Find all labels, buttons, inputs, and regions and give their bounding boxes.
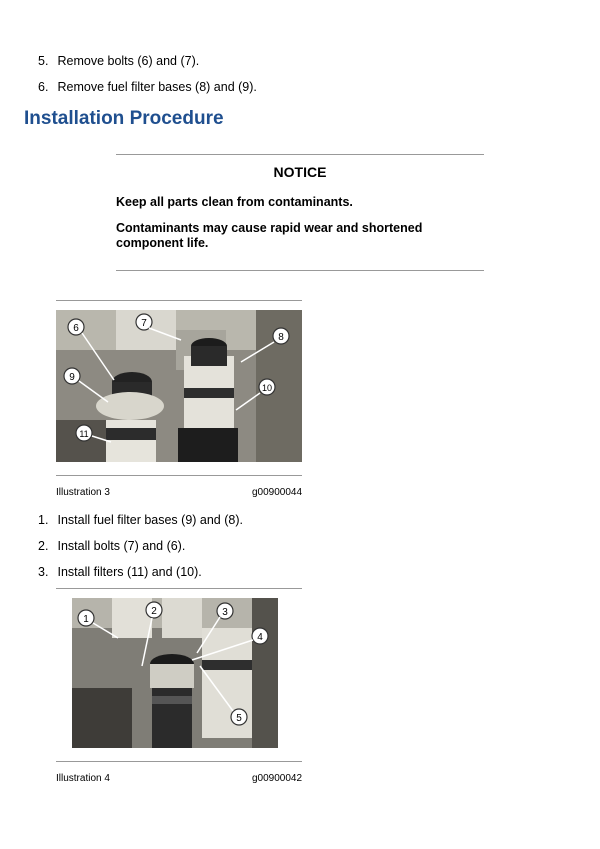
callout-10: 10 (261, 383, 273, 393)
callout-3: 3 (222, 607, 228, 618)
illustration4-photo (72, 598, 278, 748)
step-text: Install fuel filter bases (9) and (8). (57, 513, 243, 527)
illustration3-label: Illustration 3 (56, 487, 110, 498)
step-2 (38, 539, 185, 553)
callout-7: 7 (141, 318, 147, 329)
callout-2: 2 (151, 606, 157, 617)
section-heading: Installation Procedure (24, 108, 224, 129)
step-text: Remove fuel filter bases (8) and (9). (57, 80, 257, 94)
step-text: Remove bolts (6) and (7). (57, 54, 200, 68)
step-number: 5. (38, 54, 49, 68)
notice-line-2: Contaminants may cause rapid wear and shortened component life. (116, 221, 423, 250)
callout-5: 5 (236, 713, 242, 724)
step-3 (38, 565, 202, 579)
illustration3-top-rule (56, 300, 302, 301)
step-6 (38, 80, 257, 94)
step-number: 2. (38, 539, 49, 553)
illustration4-top-rule (56, 588, 302, 589)
step-number: 1. (38, 513, 49, 527)
callout-8: 8 (278, 332, 284, 343)
notice-title: NOTICE (273, 164, 327, 180)
callout-6: 6 (73, 323, 79, 334)
step-5 (38, 54, 199, 68)
step-number: 3. (38, 565, 49, 579)
step-text: Install bolts (7) and (6). (57, 539, 186, 553)
illustration4-code: g00900042 (252, 773, 303, 784)
illustration3-photo (56, 310, 302, 462)
illustration4-label: Illustration 4 (56, 773, 110, 784)
callout-9: 9 (69, 372, 75, 383)
notice-bottom-rule (116, 270, 484, 271)
step-number: 6. (38, 80, 49, 94)
illustration3-bottom-rule (56, 475, 302, 476)
step-text: Install filters (11) and (10). (57, 565, 202, 579)
callout-1: 1 (83, 614, 89, 625)
callout-11: 11 (79, 429, 89, 439)
callout-4: 4 (257, 632, 263, 643)
step-1 (38, 513, 243, 527)
illustration4-bottom-rule (56, 761, 302, 762)
notice-line-1: Keep all parts clean from contaminants. (116, 195, 353, 209)
illustration3-code: g00900044 (252, 487, 303, 498)
notice-top-rule (116, 154, 484, 155)
